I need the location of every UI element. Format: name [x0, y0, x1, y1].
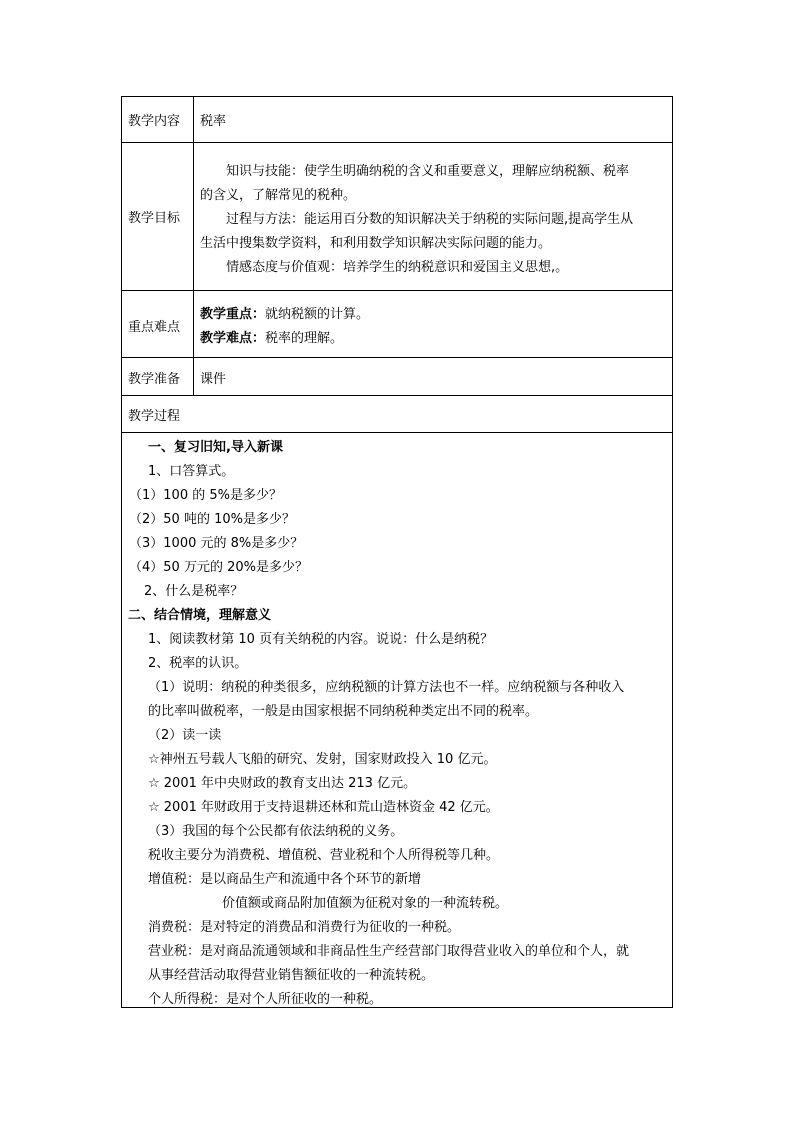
process-line: 2、什么是税率？ [144, 584, 244, 599]
value-prep: 课件 [200, 372, 227, 387]
question-line: （4）50 万元的 20%是多少？ [129, 560, 308, 575]
process-line: （1）说明：纳税的种类很多，应纳税额的计算方法也不一样。应纳税额与各种收入 [148, 680, 625, 695]
process-line: 增值税：是以商品生产和流通中各个环节的新增 [148, 872, 422, 887]
row-divider [122, 142, 672, 143]
value-content: 税率 [200, 114, 227, 129]
label-goals: 教学目标 [128, 211, 181, 226]
focus-difficulty-label: 教学难点： [200, 331, 266, 346]
label-focus: 重点难点 [128, 320, 181, 335]
process-line: 个人所得税：是对个人所征收的一种税。 [148, 992, 383, 1007]
star-item: ☆神州五号载人飞船的研究、发射，国家财政投入 10 亿元。 [148, 752, 497, 767]
process-line: 价值额或商品附加值额为征税对象的一种流转税。 [222, 896, 509, 911]
focus-difficulty-text: 税率的理解。 [265, 331, 344, 346]
label-prep: 教学准备 [128, 372, 181, 387]
process-line: （3）我国的每个公民都有依法纳税的义务。 [148, 824, 404, 839]
process-line: 1、口答算式。 [148, 464, 235, 479]
process-line: （2）读一读 [148, 728, 222, 743]
goal-line: 生活中搜集数学资料，和利用数学知识解决实际问题的能力。 [200, 236, 552, 251]
focus-key-text: 就纳税额的计算。 [265, 307, 370, 322]
row-divider [122, 432, 672, 433]
goal-line: 过程与方法：能运用百分数的知识解决关于纳税的实际问题,提高学生从 [226, 212, 634, 227]
section-heading: 一、复习旧知,导入新课 [148, 440, 283, 455]
goal-line: 的含义，了解常见的税种。 [200, 188, 357, 203]
goal-line: 知识与技能：使学生明确纳税的含义和重要意义，理解应纳税额、税率 [226, 164, 630, 179]
column-divider [193, 97, 194, 395]
goal-line: 情感态度与价值观：培养学生的纳税意识和爱国主义思想,。 [226, 260, 569, 275]
process-line: 从事经营活动取得营业销售额征收的一种流转税。 [148, 968, 435, 983]
section-heading: 二、结合情境，理解意义 [128, 608, 272, 623]
question-line: （3）1000 元的 8%是多少？ [129, 536, 304, 551]
process-line: 的比率叫做税率，一般是由国家根据不同纳税种类定出不同的税率。 [148, 704, 539, 719]
question-line: （2）50 吨的 10%是多少？ [129, 512, 295, 527]
process-line: 1、阅读教材第 10 页有关纳税的内容。说说：什么是纳税？ [148, 632, 494, 647]
star-item: ☆ 2001 年财政用于支持退耕还林和荒山造林资金 42 亿元。 [148, 800, 499, 815]
process-line: 税收主要分为消费税、增值税、营业税和个人所得税等几种。 [148, 848, 500, 863]
label-process: 教学过程 [128, 409, 181, 424]
focus-key-label: 教学重点： [200, 307, 266, 322]
question-line: （1）100 的 5%是多少？ [129, 488, 282, 503]
process-line: 2、税率的认识。 [148, 656, 248, 671]
focus-key-line [200, 307, 369, 323]
focus-difficulty-line [200, 331, 343, 347]
process-line: 营业税：是对商品流通领域和非商品性生产经营部门取得营业收入的单位和个人，就 [148, 944, 630, 959]
row-divider [122, 357, 672, 358]
lesson-plan-table [121, 96, 673, 1008]
label-content: 教学内容 [128, 114, 181, 129]
row-divider [122, 395, 672, 396]
row-divider [122, 290, 672, 291]
star-item: ☆ 2001 年中央财政的教育支出达 213 亿元。 [148, 776, 417, 791]
process-line: 消费税：是对特定的消费品和消费行为征收的一种税。 [148, 920, 461, 935]
